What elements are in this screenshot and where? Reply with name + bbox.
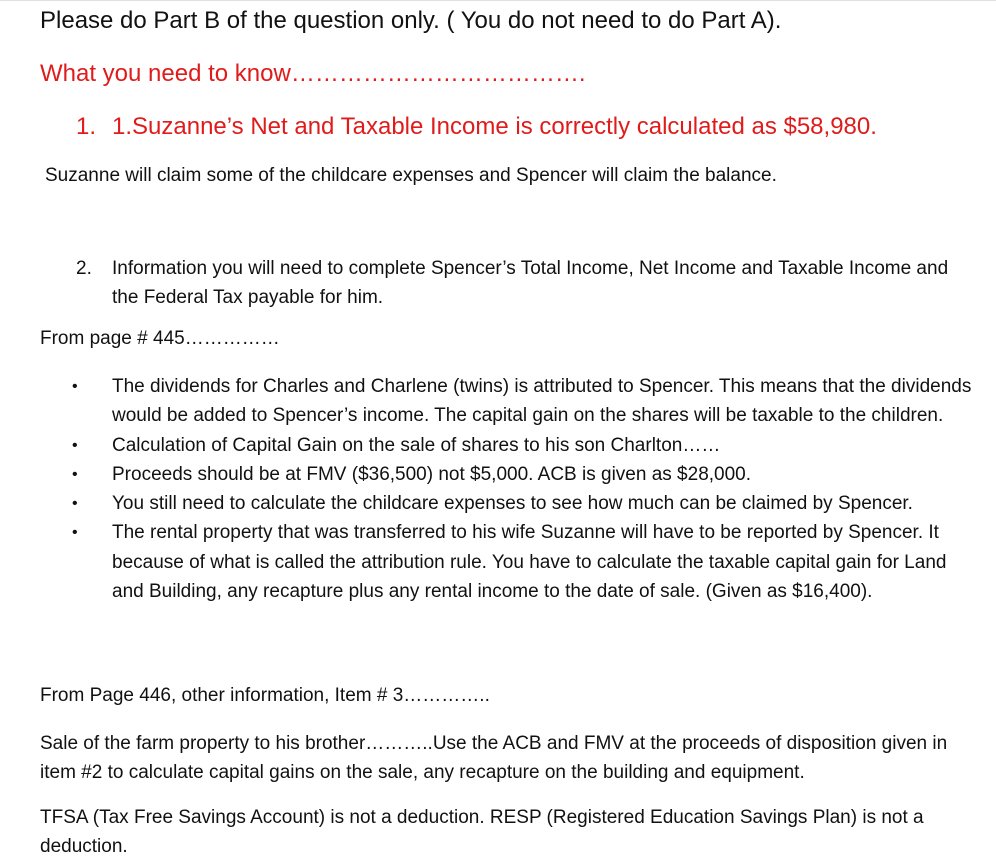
bullet-icon: •	[72, 495, 78, 513]
list-item-text: Calculation of Capital Gain on the sale of shares to his son Charlton……	[112, 434, 721, 456]
numbered-item-1	[76, 113, 877, 141]
childcare-note: Suzanne will claim some of the childcare expenses and Spencer will claim the balance.	[45, 165, 777, 186]
list-item	[72, 460, 982, 489]
top-divider	[0, 0, 996, 1]
list-item-text: You still need to calculate the childcare expenses to see how much can be claimed by Spencer.	[112, 493, 913, 515]
list-item-text: The dividends for Charles and Charlene (twins) is attributed to Spencer. This means that the dividends would be added to Spencer’s income. The capital gain on the shares will be taxable to the children.	[112, 376, 972, 427]
list-item-text: The rental property that was transferred to his wife Suzanne will have to be reported by Spencer. It because of what is called the attribution rule. You have to calculate the taxable capital gain for Land and Building, any recapture plus any rental income to the date of sale. (Given as $16,400).	[112, 522, 947, 603]
bullet-icon: •	[72, 378, 78, 395]
bullet-icon: •	[72, 465, 78, 483]
instruction-heading: Please do Part B of the question only. ( You do not need to do Part A).	[40, 7, 782, 34]
bullet-icon: •	[72, 524, 78, 542]
list-item	[72, 431, 982, 460]
list-item	[72, 489, 982, 518]
numbered-item-2	[76, 254, 976, 312]
from-page-445-label: From page # 445……………	[40, 328, 280, 349]
list-item-text: Proceeds should be at FMV ($36,500) not $5,000. ACB is given as $28,000.	[112, 463, 752, 485]
item-number: 1.	[76, 113, 97, 140]
item-text: Information you will need to complete Spencer’s Total Income, Net Income and Taxable Income and the Federal Tax payable for him.	[112, 258, 949, 308]
bullet-list	[72, 372, 982, 606]
tfsa-resp-paragraph: TFSA (Tax Free Savings Account) is not a deduction. RESP (Registered Education Savings Plan) is not a deduction.	[40, 807, 924, 857]
farm-sale-paragraph: Sale of the farm property to his brother………..Use the ACB and FMV at the proceeds of disposition given in item #2 to calculate capital gains on the sale, any recapture on the building and equipment.	[40, 733, 948, 783]
what-you-need-to-know-heading: What you need to know……………………………….	[40, 60, 586, 87]
bullet-icon: •	[72, 436, 78, 454]
item-number: 2.	[76, 258, 92, 279]
list-item	[72, 372, 982, 431]
item-text: 1.Suzanne’s Net and Taxable Income is correctly calculated as $58,980.	[112, 113, 877, 140]
list-item	[72, 518, 982, 606]
from-page-446-label: From Page 446, other information, Item # 3…………..	[40, 685, 490, 706]
